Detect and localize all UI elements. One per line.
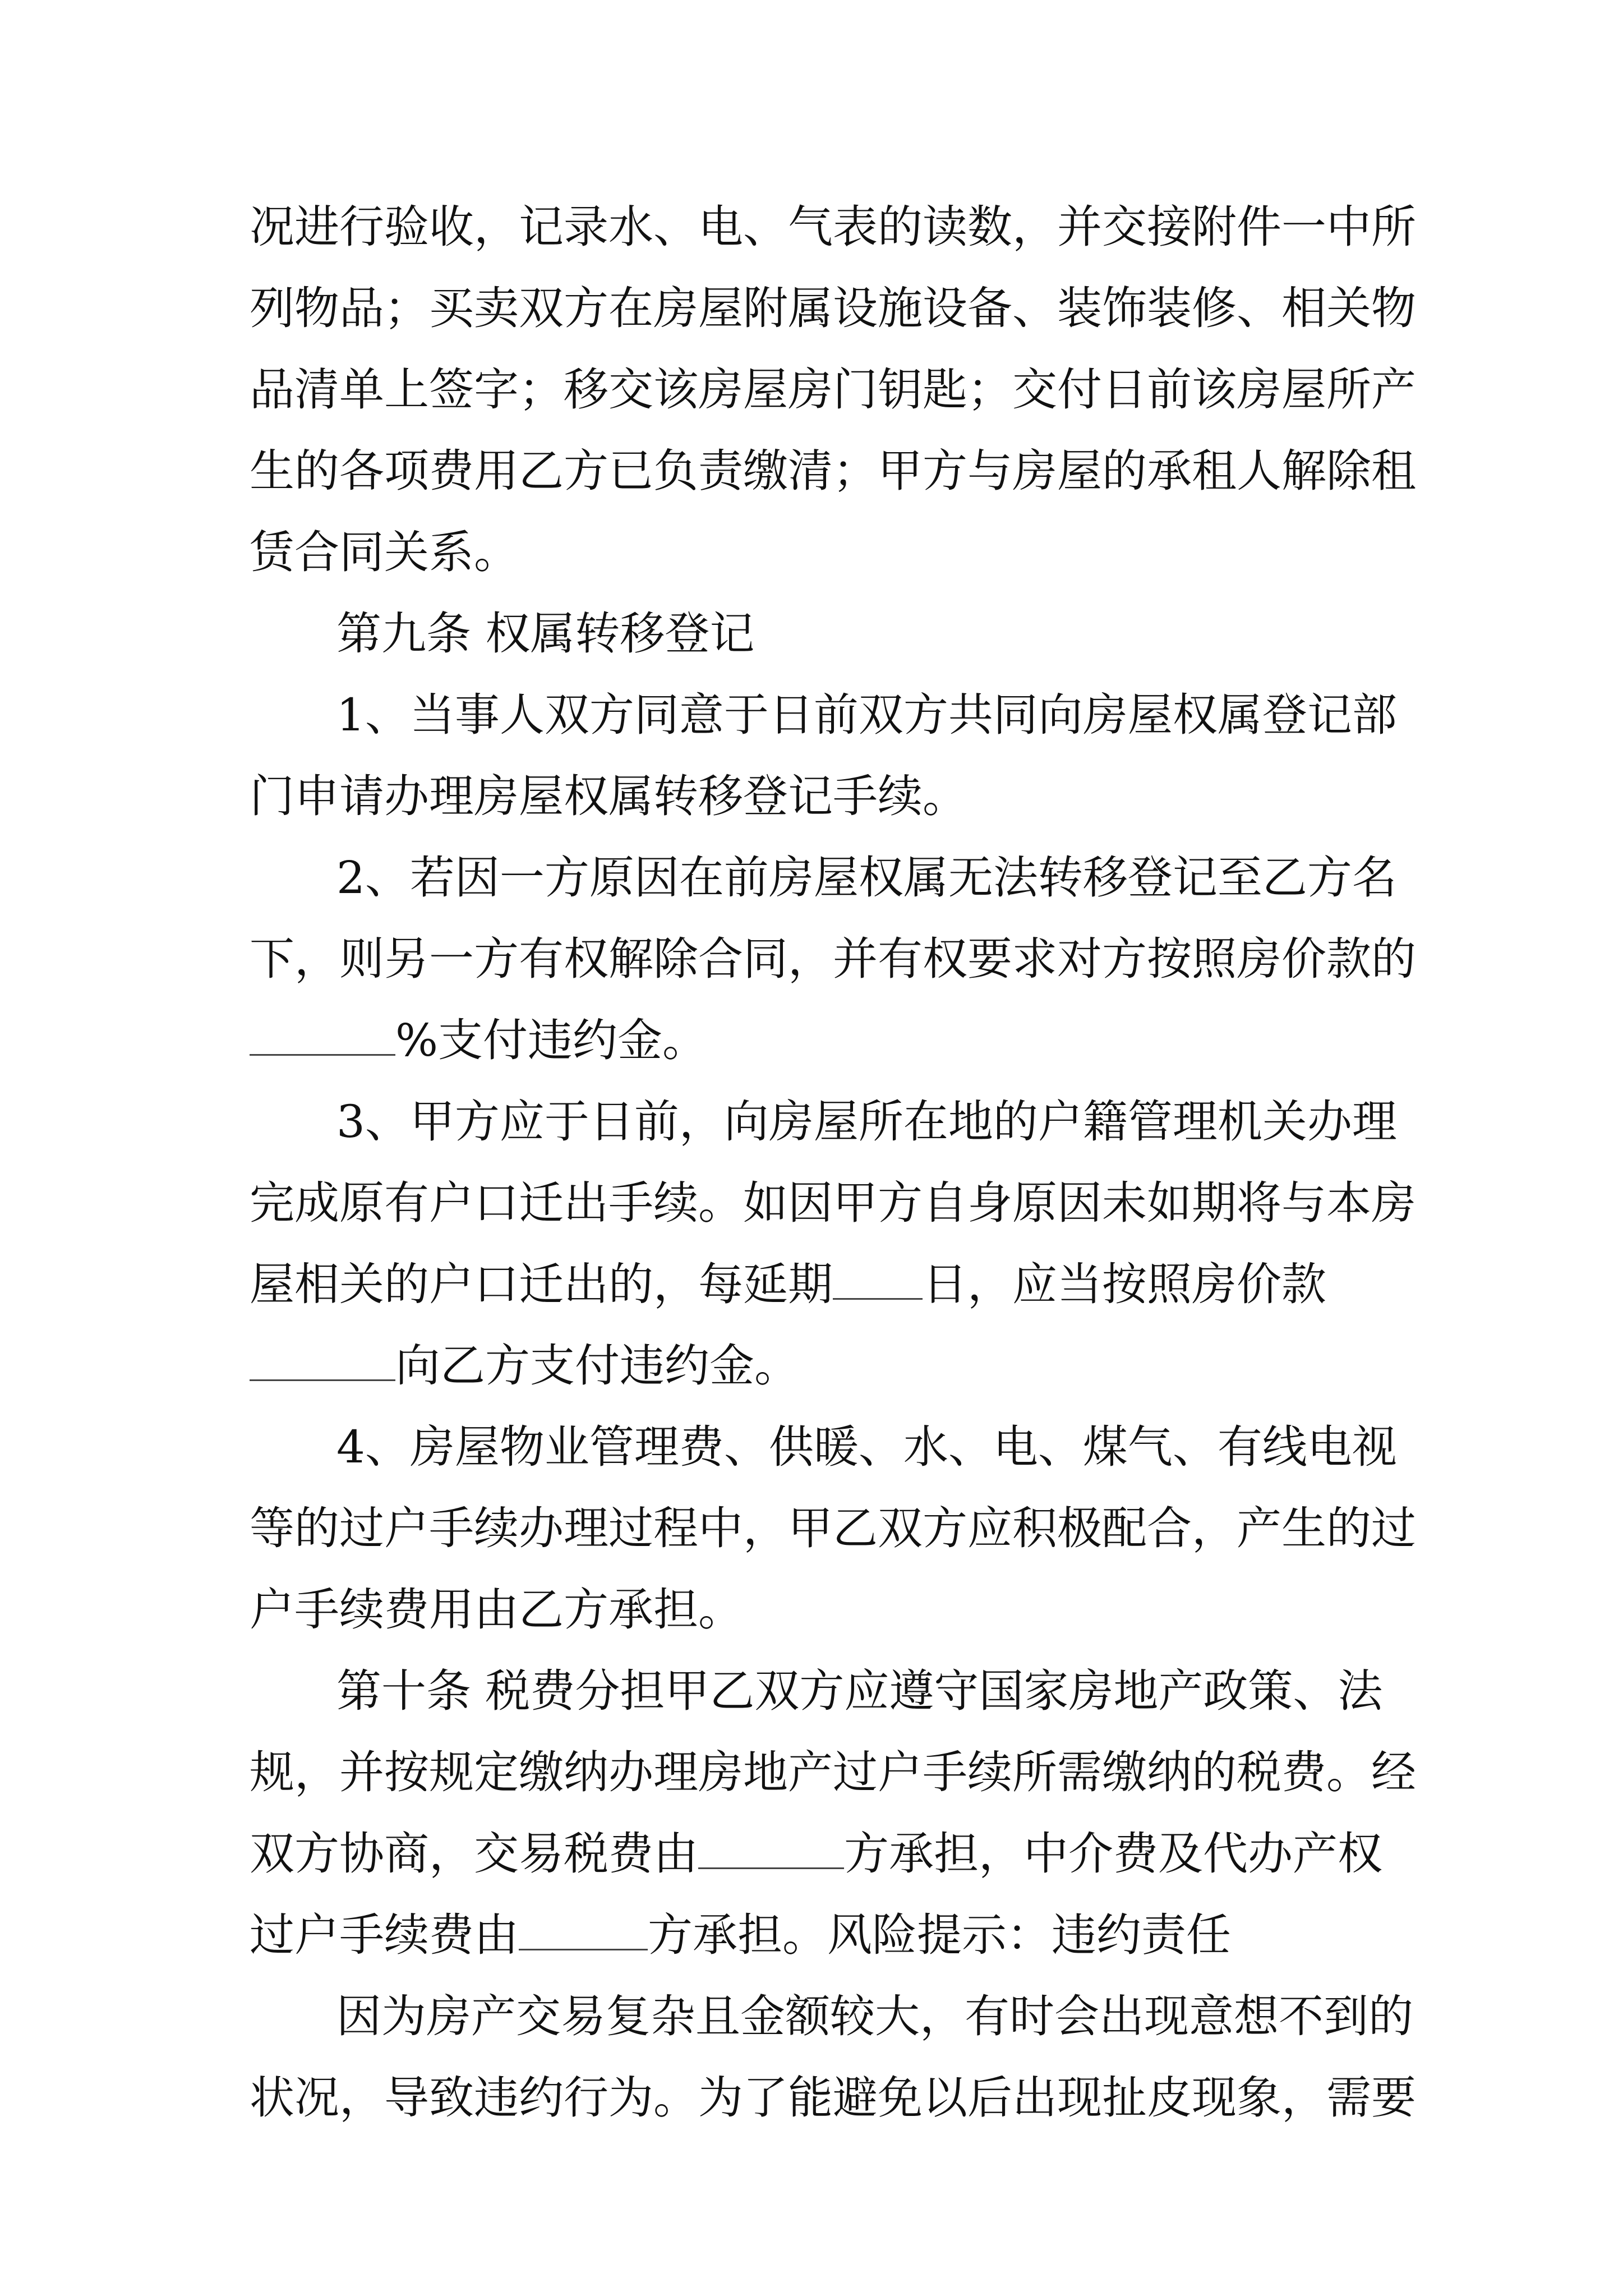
text-segment: 过户手续费由 (250, 1909, 519, 1961)
text-line: 赁合同关系。 (250, 526, 519, 578)
fill-in-blank (833, 1259, 923, 1300)
text-line: 4、房屋物业管理费、供暖、水、电、煤气、有线电视 (336, 1421, 1397, 1473)
text-line: 户手续费用由乙方承担。 (250, 1584, 743, 1636)
text-line: 2、若因一方原因在前房屋权属无法转移登记至乙方名 (336, 852, 1397, 904)
text-line: 门申请办理房屋权属转移登记手续。 (250, 770, 967, 822)
text-segment: 日，应当按照房价款 (923, 1258, 1326, 1310)
text-line (250, 999, 1377, 1083)
section-heading-article-10: 第十条 税费分担甲乙双方应遵守国家房地产政策、法 (336, 1665, 1383, 1717)
text-line: 生的各项费用乙方已负责缴清；甲方与房屋的承租人解除租 (250, 445, 1416, 497)
fill-in-blank (698, 1828, 844, 1869)
text-line: 3、甲方应于日前，向房屋所在地的户籍管理机关办理 (336, 1096, 1397, 1148)
text-line: 品清单上签字；移交该房屋房门钥匙；交付日前该房屋所产 (250, 364, 1416, 416)
text-line: 1、当事人双方同意于日前双方共同向房屋权属登记部 (336, 689, 1397, 741)
text-segment: 向乙方支付违约金。 (395, 1340, 799, 1392)
fill-in-blank (250, 1340, 395, 1381)
text-segment: 屋相关的户口迁出的，每延期 (250, 1258, 833, 1310)
text-line (250, 1243, 1377, 1327)
fill-in-blank (250, 1015, 395, 1056)
text-line: 完成原有户口迁出手续。如因甲方自身原因未如期将与本房 (250, 1177, 1416, 1229)
text-line (250, 1324, 1377, 1408)
text-segment: 双方协商，交易税费由 (250, 1828, 698, 1880)
text-segment: 方承担。风险提示：违约责任 (648, 1909, 1231, 1961)
text-line: 规，并按规定缴纳办理房地产过户手续所需缴纳的税费。经 (250, 1746, 1416, 1798)
text-line: 况进行验收，记录水、电、气表的读数，并交接附件一中所 (250, 201, 1416, 253)
text-line: 因为房产交易复杂且金额较大，有时会出现意想不到的 (336, 1990, 1413, 2042)
text-line (250, 1893, 1377, 1977)
text-line (250, 1812, 1382, 1896)
text-segment: 方承担，中介费及代办产权 (844, 1828, 1382, 1880)
text-line: 下，则另一方有权解除合同，并有权要求对方按照房价款的 (250, 933, 1416, 985)
text-line: 等的过户手续办理过程中，甲乙双方应积极配合，产生的过 (250, 1502, 1416, 1554)
text-line: 状况，导致违约行为。为了能避免以后出现扯皮现象，需要 (250, 2072, 1416, 2124)
section-heading-article-9: 第九条 权属转移登记 (336, 608, 755, 660)
fill-in-blank (519, 1910, 648, 1950)
text-line: 列物品；买卖双方在房屋附属设施设备、装饰装修、相关物 (250, 282, 1416, 334)
text-segment: %支付违约金。 (395, 1014, 708, 1066)
